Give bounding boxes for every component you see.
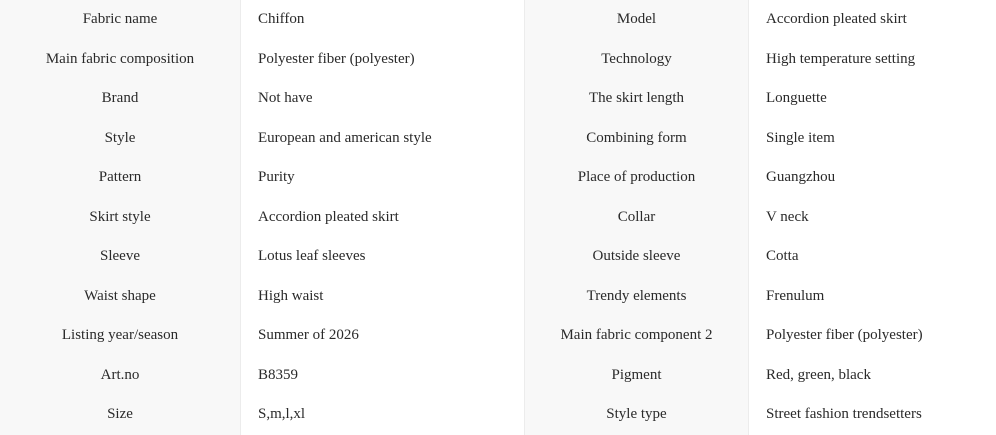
spec-value: European and american style bbox=[241, 119, 525, 159]
spec-label: The skirt length bbox=[525, 79, 749, 119]
spec-value: Street fashion trendsetters bbox=[749, 395, 996, 435]
spec-label: Sleeve bbox=[0, 237, 241, 277]
spec-value: Summer of 2026 bbox=[241, 316, 525, 356]
spec-label: Pattern bbox=[0, 158, 241, 198]
spec-label: Skirt style bbox=[0, 198, 241, 238]
spec-label: Combining form bbox=[525, 119, 749, 159]
spec-value: Accordion pleated skirt bbox=[241, 198, 525, 238]
spec-value: Cotta bbox=[749, 237, 996, 277]
spec-label: Listing year/season bbox=[0, 316, 241, 356]
spec-value: High temperature setting bbox=[749, 40, 996, 80]
spec-value: Purity bbox=[241, 158, 525, 198]
spec-value: Lotus leaf sleeves bbox=[241, 237, 525, 277]
spec-value: Chiffon bbox=[241, 0, 525, 40]
spec-value: Single item bbox=[749, 119, 996, 159]
spec-value: Accordion pleated skirt bbox=[749, 0, 996, 40]
spec-label: Collar bbox=[525, 198, 749, 238]
spec-value: Not have bbox=[241, 79, 525, 119]
spec-label: Fabric name bbox=[0, 0, 241, 40]
spec-value: Frenulum bbox=[749, 277, 996, 317]
spec-label: Art.no bbox=[0, 356, 241, 396]
spec-value: S,m,l,xl bbox=[241, 395, 525, 435]
spec-label: Outside sleeve bbox=[525, 237, 749, 277]
spec-label: Place of production bbox=[525, 158, 749, 198]
spec-label: Technology bbox=[525, 40, 749, 80]
spec-label: Main fabric composition bbox=[0, 40, 241, 80]
spec-label: Main fabric component 2 bbox=[525, 316, 749, 356]
spec-label: Model bbox=[525, 0, 749, 40]
spec-label: Size bbox=[0, 395, 241, 435]
spec-value: High waist bbox=[241, 277, 525, 317]
spec-value: V neck bbox=[749, 198, 996, 238]
spec-value: Red, green, black bbox=[749, 356, 996, 396]
spec-label: Style bbox=[0, 119, 241, 159]
spec-label: Trendy elements bbox=[525, 277, 749, 317]
spec-label: Brand bbox=[0, 79, 241, 119]
spec-label: Pigment bbox=[525, 356, 749, 396]
spec-value: Polyester fiber (polyester) bbox=[749, 316, 996, 356]
spec-label: Style type bbox=[525, 395, 749, 435]
spec-value: Longuette bbox=[749, 79, 996, 119]
spec-value: Guangzhou bbox=[749, 158, 996, 198]
spec-value: B8359 bbox=[241, 356, 525, 396]
spec-value: Polyester fiber (polyester) bbox=[241, 40, 525, 80]
spec-label: Waist shape bbox=[0, 277, 241, 317]
